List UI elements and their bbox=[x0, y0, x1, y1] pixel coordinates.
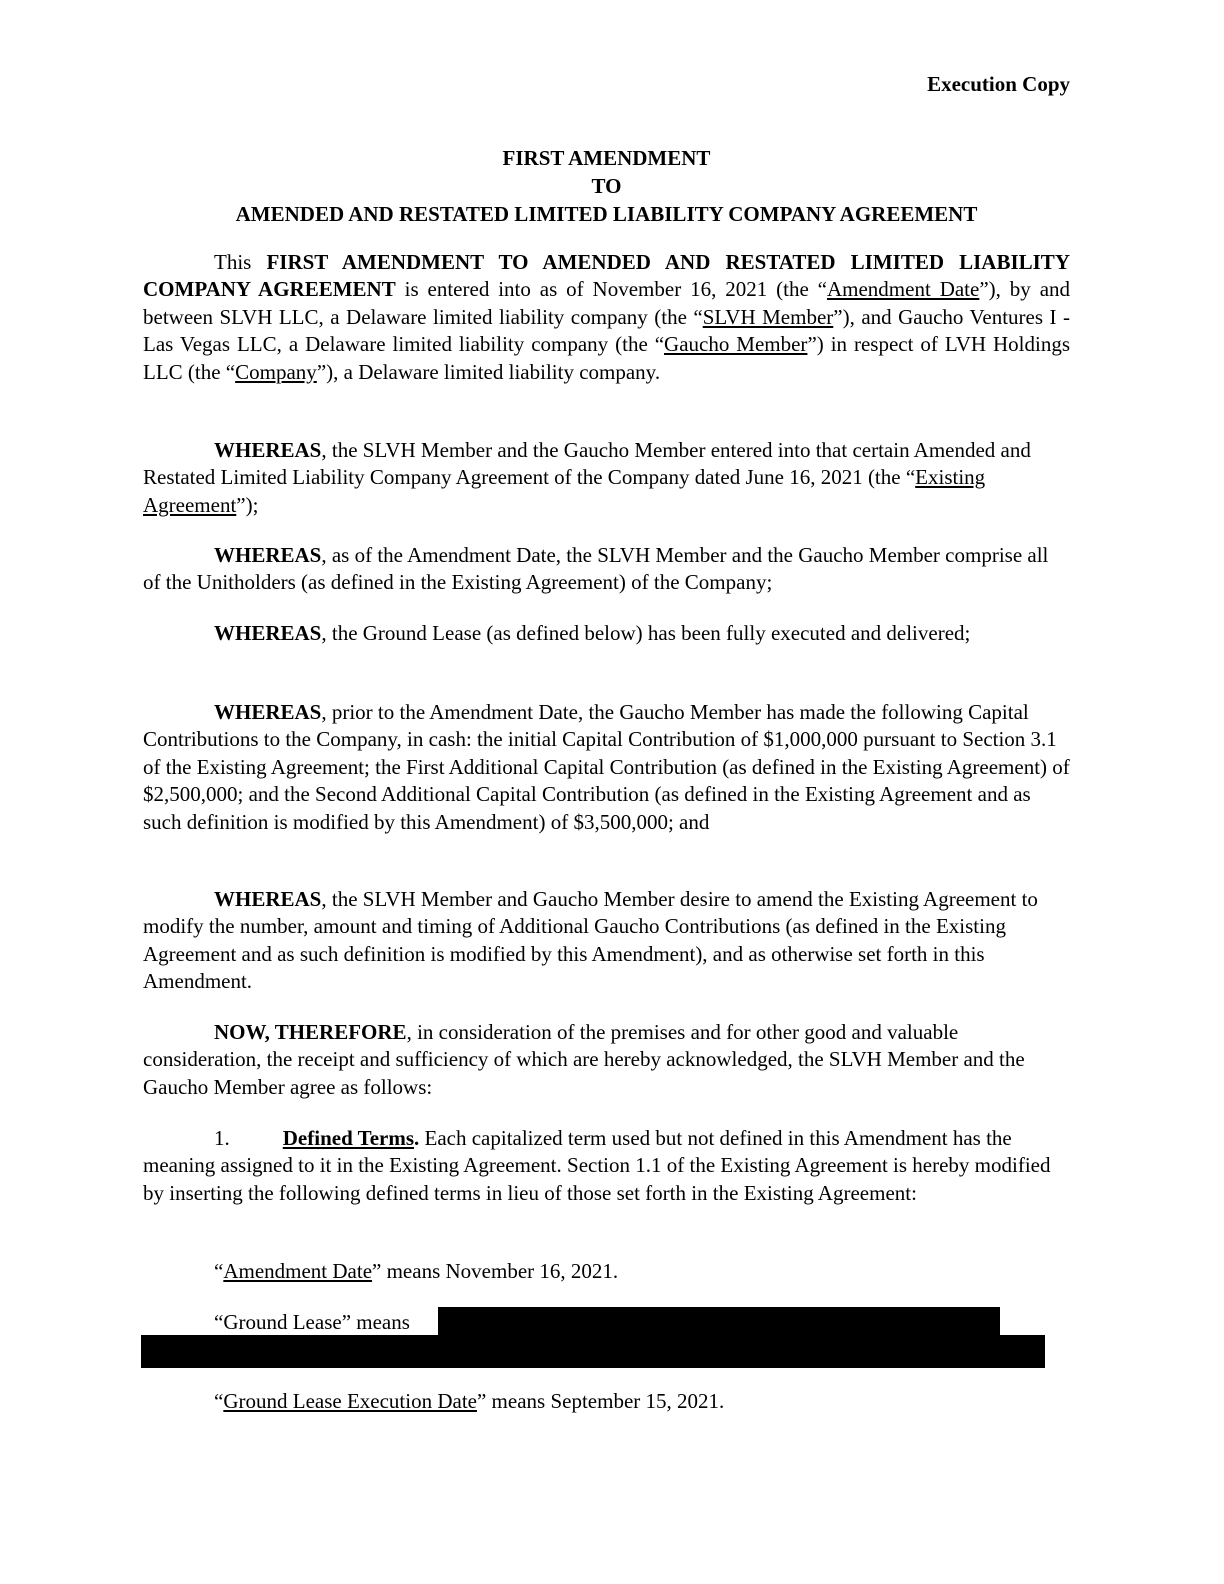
whereas-paragraph-4 bbox=[143, 699, 1070, 836]
whereas-4-text: , prior to the Amendment Date, the Gaucho Member has made the following Capital Contributions to the Company, in cash: the initial Capital Contribution of $1,000,000 pursuant to Section 3.1 of the Existing Agreement; the First Additional Capital Contribution (as defined in the Existing Agreement) of $2,500,000; and the Second Additional Capital Contribution (as defined in the Existing Agreement and as such definition is modified by this Amendment) of $3,500,000; and bbox=[143, 700, 1070, 834]
whereas-paragraph-5 bbox=[143, 886, 1070, 996]
title-line-2: TO bbox=[591, 174, 622, 198]
whereas-1-text: , the SLVH Member and the Gaucho Member entered into that certain Amended and Restated Limited Liability Company Agreement of the Company dated June 16, 2021 (the “ bbox=[143, 438, 1031, 490]
whereas-paragraph-1 bbox=[143, 437, 1070, 519]
definition-ground-lease bbox=[214, 1309, 410, 1336]
now-therefore-label: NOW, THEREFORE bbox=[214, 1020, 407, 1044]
definition-ground-lease-execution-date bbox=[214, 1388, 724, 1415]
definition-text: “Ground Lease” means bbox=[214, 1310, 410, 1334]
whereas-label: WHEREAS bbox=[214, 438, 322, 462]
intro-text-2: ”), by and between SLVH LLC, a Delaware limited liability company (the “ bbox=[143, 277, 1071, 329]
redaction-bar bbox=[141, 1335, 1045, 1368]
defined-term-existing-agreement: Existing Agreement bbox=[143, 465, 986, 517]
whereas-label: WHEREAS bbox=[214, 543, 322, 567]
intro-text-3: ”), and Gaucho Ventures I - Las Vegas LLC, a Delaware limited liability company (the “ bbox=[143, 304, 1070, 357]
whereas-1-end: ”); bbox=[236, 492, 259, 517]
whereas-5-text: , the SLVH Member and Gaucho Member desire to amend the Existing Agreement to modify the number, amount and timing of Additional Gaucho Contributions (as defined in the Existing Agreement and as such definition is modified by this Amendment), and as otherwise set forth in this Amendment. bbox=[143, 887, 1038, 994]
section-number: 1. bbox=[214, 1126, 230, 1150]
whereas-paragraph-2 bbox=[143, 542, 1070, 597]
definition-text: ” means September 15, 2021. bbox=[476, 1389, 725, 1413]
definition-amendment-date bbox=[214, 1258, 618, 1285]
intro-text-4: ”) in respect of LVH Holdings LLC (the “ bbox=[143, 332, 1070, 384]
open-quote: “ bbox=[214, 1259, 224, 1283]
section-heading-period: . bbox=[414, 1126, 420, 1150]
execution-copy-label: Execution Copy bbox=[927, 72, 1070, 96]
section-heading: Defined Terms bbox=[282, 1126, 414, 1150]
title-line-3: AMENDED AND RESTATED LIMITED LIABILITY COMPANY AGREEMENT bbox=[235, 202, 978, 226]
defined-term-gaucho-member: Gaucho Member bbox=[664, 332, 808, 357]
intro-text-1: is entered into as of November 16, 2021 (the “ bbox=[395, 277, 827, 302]
defined-term-company: Company bbox=[235, 359, 317, 384]
defined-term: Amendment Date bbox=[223, 1259, 373, 1283]
whereas-label: WHEREAS bbox=[214, 621, 322, 645]
intro-paragraph bbox=[143, 249, 1070, 386]
now-therefore-paragraph bbox=[143, 1019, 1070, 1101]
whereas-3-text: , the Ground Lease (as defined below) has been fully executed and delivered; bbox=[321, 621, 971, 645]
whereas-paragraph-3 bbox=[143, 620, 1070, 647]
intro-bold-title: FIRST AMENDMENT TO AMENDED AND RESTATED LIMITED LIABILITY COMPANY AGREEMENT bbox=[143, 250, 1070, 302]
defined-term-amendment-date: Amendment Date bbox=[826, 277, 980, 302]
redaction-bar bbox=[438, 1307, 1000, 1336]
whereas-label: WHEREAS bbox=[214, 887, 322, 911]
open-quote: “ bbox=[214, 1389, 224, 1413]
title-line-1: FIRST AMENDMENT bbox=[502, 146, 711, 170]
now-therefore-text: , in consideration of the premises and for other good and valuable consideration, the receipt and sufficiency of which are hereby acknowledged, the SLVH Member and the Gaucho Member agree as follows: bbox=[143, 1020, 1025, 1099]
defined-term: Ground Lease Execution Date bbox=[223, 1389, 477, 1413]
defined-term-slvh-member: SLVH Member bbox=[702, 304, 834, 329]
intro-lead: This bbox=[214, 250, 267, 274]
section-1-text: Each capitalized term used but not defined in this Amendment has the meaning assigned to it in the Existing Agreement. Section 1.1 of the Existing Agreement is hereby modified by inserting the following defined terms in lieu of those set forth in the Existing Agreement: bbox=[143, 1126, 1051, 1205]
whereas-label: WHEREAS bbox=[214, 700, 322, 724]
whereas-2-text: , as of the Amendment Date, the SLVH Member and the Gaucho Member comprise all of the Unitholders (as defined in the Existing Agreement) of the Company; bbox=[143, 543, 1049, 595]
section-1-paragraph bbox=[143, 1125, 1070, 1207]
document-title bbox=[143, 144, 1070, 228]
intro-text-5: ”), a Delaware limited liability company. bbox=[316, 359, 661, 384]
definition-text: ” means November 16, 2021. bbox=[372, 1259, 619, 1283]
